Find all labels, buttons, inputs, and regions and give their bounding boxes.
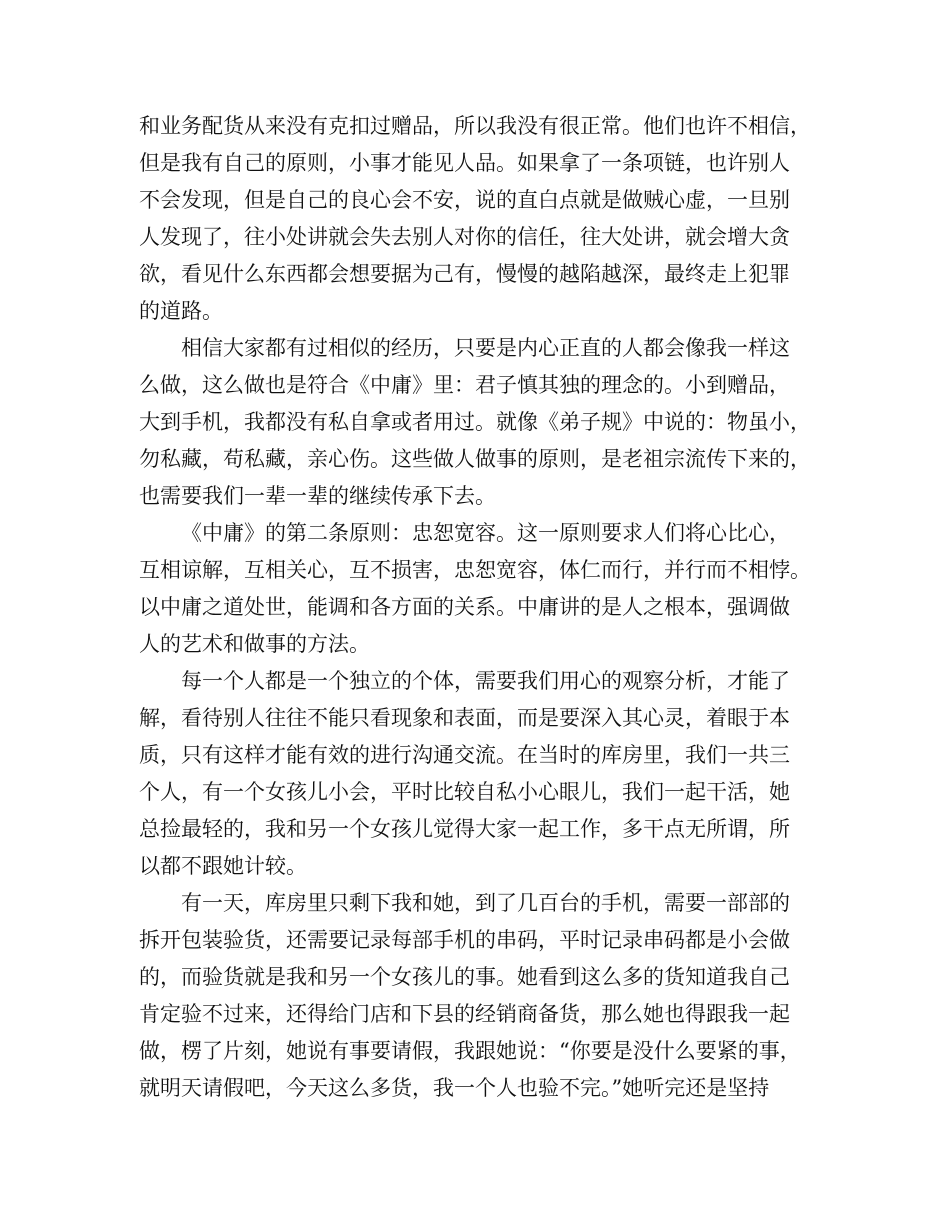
paragraph-first-line: 《中庸》的第二条原则：忠恕宽容。这一原则要求人们将心比心，: [181, 521, 790, 545]
text-line: 做，楞了片刻，她说有事要请假，我跟她说：“你要是没什么要紧的事，: [139, 1039, 801, 1063]
text-line: 么做，这么做也是符合《中庸》里：君子慎其独的理念的。小到赠品，: [139, 373, 790, 397]
text-line: 肯定验不过来，还得给门店和下县的经销商备货，那么她也得跟我一起: [139, 1002, 790, 1026]
text-line: 人发现了，往小处讲就会失去别人对你的信任，往大处讲，就会增大贪: [139, 225, 790, 249]
text-line: 以都不跟她计较。: [139, 854, 307, 878]
text-line: 总捡最轻的，我和另一个女孩儿觉得大家一起工作，多干点无所谓，所: [139, 817, 790, 841]
text-line: 解，看待别人往往不能只看现象和表面，而是要深入其心灵，着眼于本: [139, 706, 790, 730]
text-line: 拆开包装验货，还需要记录每部手机的串码，平时记录串码都是小会做: [139, 928, 790, 952]
text-line: 欲，看见什么东西都会想要据为己有，慢慢的越陷越深，最终走上犯罪: [139, 262, 790, 286]
text-line: 人的艺术和做事的方法。: [139, 632, 370, 656]
text-line: 和业务配货从来没有克扣过赠品，所以我没有很正常。他们也许不相信，: [139, 114, 811, 138]
document-page: [139, 108, 829, 1107]
text-line: 勿私藏，苟私藏，亲心伤。这些做人做事的原则，是老祖宗流传下来的，: [139, 447, 811, 471]
paragraph-first-line: 相信大家都有过相似的经历，只要是内心正直的人都会像我一样这: [181, 336, 790, 360]
text-line: 质，只有这样才能有效的进行沟通交流。在当时的库房里，我们一共三: [139, 743, 790, 767]
text-line: 但是我有自己的原则，小事才能见人品。如果拿了一条项链，也许别人: [139, 151, 790, 175]
paragraph-first-line: 每一个人都是一个独立的个体，需要我们用心的观察分析，才能了: [181, 669, 790, 693]
text-line: 以中庸之道处世，能调和各方面的关系。中庸讲的是人之根本，强调做: [139, 595, 790, 619]
text-line: 就明天请假吧，今天这么多货，我一个人也验不完。”她听完还是坚持: [139, 1076, 770, 1100]
text-line: 个人，有一个女孩儿小会，平时比较自私小心眼儿，我们一起干活，她: [139, 780, 790, 804]
text-line: 也需要我们一辈一辈的继续传承下去。: [139, 484, 496, 508]
text-line: 的，而验货就是我和另一个女孩儿的事。她看到这么多的货知道我自己: [139, 965, 790, 989]
text-line: 的道路。: [139, 299, 223, 323]
text-line: 互相谅解，互相关心，互不损害，忠恕宽容，体仁而行，并行而不相悖。: [139, 558, 811, 582]
paragraph-first-line: 有一天，库房里只剩下我和她，到了几百台的手机，需要一部部的: [181, 891, 790, 915]
text-line: 大到手机，我都没有私自拿或者用过。就像《弟子规》中说的：物虽小，: [139, 410, 811, 434]
text-line: 不会发现，但是自己的良心会不安，说的直白点就是做贼心虚，一旦别: [139, 188, 790, 212]
